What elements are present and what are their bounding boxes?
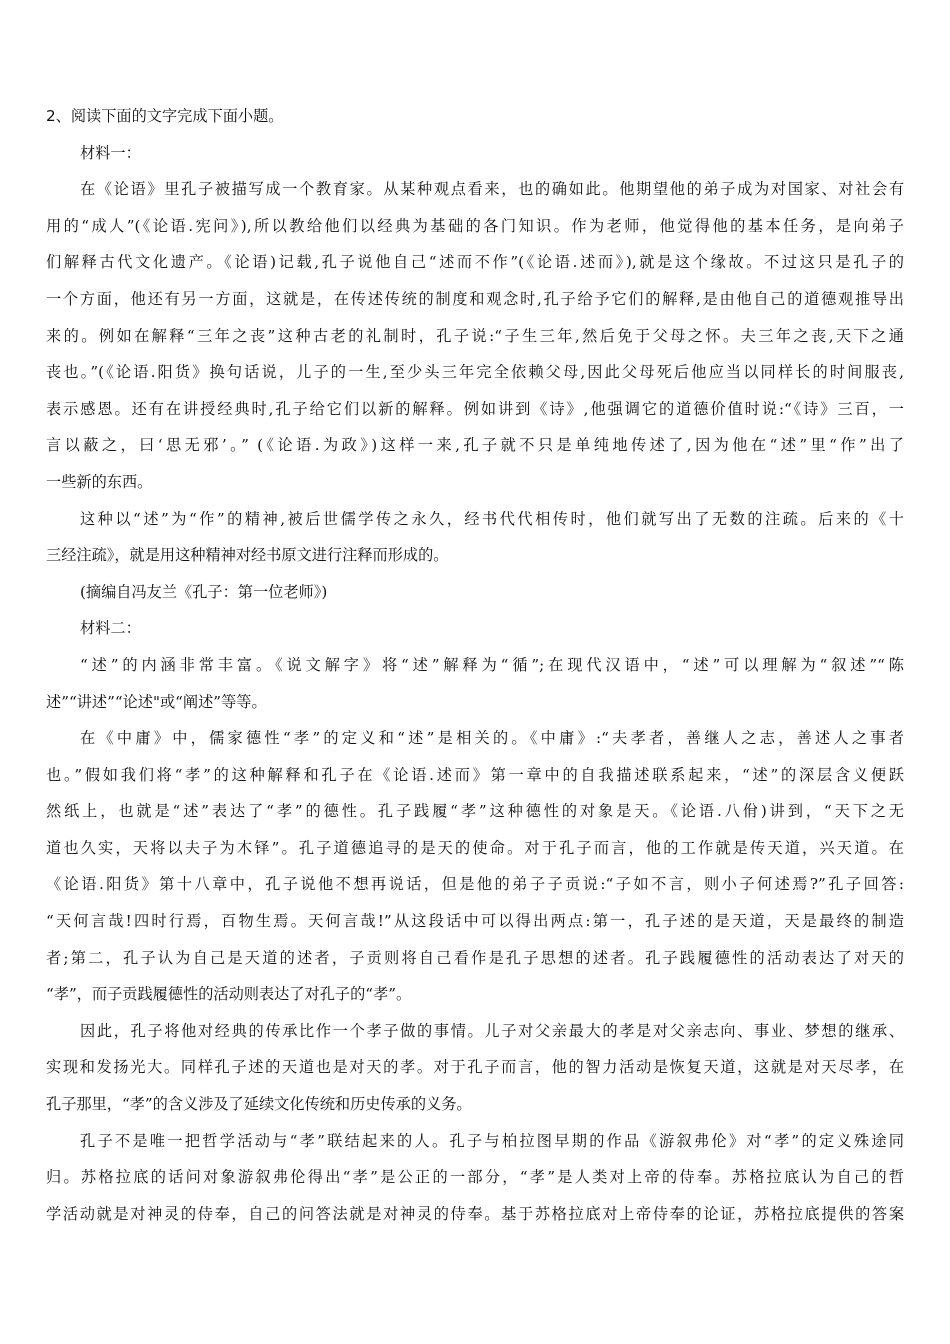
text-line: 来的。例如在解释“三年之丧”这种古老的礼制时，孔子说:“子生三年,然后免于父母之怀。夫三年之丧,天下之通 xyxy=(46,326,904,345)
material2-paragraph-3 xyxy=(46,1013,904,1123)
material2-paragraph-2 xyxy=(46,720,904,1013)
text-line: 然纸上，也就是“述”表达了“孝”的德性。孔子践履“孝”这种德性的对象是天。《论语.八佾)讲到，“天下之无 xyxy=(46,802,904,821)
material1-paragraph-1 xyxy=(46,171,904,500)
text-line: “述”的内涵非常丰富。《说文解字》将“述”解释为“循”;在现代汉语中，“述”可以理解为“叙述”“陈 xyxy=(80,655,904,674)
text-line: 们解释古代文化遗产。《论语)记载,孔子说他自己“述而不作”(《论语.述而》),就是这个缘故。不过这只是孔子的 xyxy=(46,253,904,272)
text-line: 在《论语》里孔子被描写成一个教育家。从某种观点看来，也的确如此。他期望他的弟子成为对国家、对社会有 xyxy=(80,180,904,199)
material2-paragraph-1 xyxy=(46,647,904,720)
text-line: 孔子那里，“孝”的含义涉及了延续文化传统和历史传承的义务。 xyxy=(46,1095,472,1114)
material2-paragraph-4 xyxy=(46,1123,904,1233)
text-line: 学活动就是对神灵的侍奉，自己的问答法就是对神灵的侍奉。基于苏格拉底对上帝侍奉的论证，苏格拉底提供的答案 xyxy=(46,1204,904,1223)
question-title: 2、阅读下面的文字完成下面小题。 xyxy=(46,107,284,125)
document-page xyxy=(46,98,904,1232)
text-line: 一个方面，他还有另一方面，这就是，在传述传统的制度和观念时,孔子给予它们的解释,是由他自己的道德观推导出 xyxy=(46,289,904,308)
text-line: 这种以“述”为“作”的精神,被后世儒学传之永久，经书代代相传时，他们就写出了无数的注疏。后来的《十 xyxy=(80,509,904,528)
text-line: 言以蔽之，曰‘思无邪’。” (《论语.为政》)这样一来,孔子就不只是单纯地传述了,因为他在“述”里“作”出了 xyxy=(46,436,904,455)
text-line: 孔子不是唯一把哲学活动与“孝”联结起来的人。孔子与柏拉图早期的作品《游叙弗伦》对“孝”的定义殊途同 xyxy=(80,1131,904,1150)
text-line: 者;第二，孔子认为自己是天道的述者，子贡则将自己看作是孔子思想的述者。孔子践履德性的活动表达了对天的 xyxy=(46,948,904,967)
material2-label: 材料二： xyxy=(80,619,141,638)
text-line: 述”“讲述”“论述"或“阐述”等等。 xyxy=(46,692,267,711)
text-line: 道也久实，天将以夫子为木铎”。孔子道德追寻的是天的使命。对于孔子而言，他的工作就是传天道，兴天道。在 xyxy=(46,838,904,857)
text-line: 三经注疏》，就是用这种精神对经书原文进行注释而形成的。 xyxy=(46,546,449,565)
material1-label: 材料一： xyxy=(80,143,141,162)
text-line: 《论语.阳货》第十八章中，孔子说他不想再说话，但是他的弟子子贡说:“子如不言，则小子何述焉?”孔子回答: xyxy=(46,875,904,894)
text-line: “天何言哉!四时行焉，百物生焉。天何言哉!”从这段话中可以得出两点:第一，孔子述的是天道，天是最终的制造 xyxy=(46,912,904,931)
text-line: 在《中庸》中，儒家德性“孝”的定义和“述”是相关的。《中庸》:“夫孝者，善继人之志，善述人之事者 xyxy=(80,729,904,748)
text-line: 归。苏格拉底的话问对象游叙弗伦得出“孝”是公正的一部分，“孝”是人类对上帝的侍奉。苏格拉底认为自己的哲 xyxy=(46,1168,904,1187)
text-line: 一些新的东西。 xyxy=(46,472,153,491)
material1-source: (摘编自冯友兰《孔子：第一位老师》) xyxy=(80,582,328,601)
text-line: 因此，孔子将他对经典的传承比作一个孝子做的事情。儿子对父亲最大的孝是对父亲志向、事业、梦想的继承、 xyxy=(80,1021,904,1040)
text-line: 也。”假如我们将“孝”的这种解释和孔子在《论语.述而》第一章中的自我描述联系起来，“述”的深层含义便跃 xyxy=(46,765,904,784)
text-line: 用的“成人”(《论语.宪问》),所以教给他们以经典为基础的各门知识。作为老师，他觉得他的基本任务，是向弟子 xyxy=(46,216,904,235)
text-line: 丧也。”(《论语.阳货》换句话说，儿子的一生,至少头三年完全依赖父母,因此父母死后他应当以同样长的时间服丧, xyxy=(46,363,904,382)
material1-paragraph-2 xyxy=(46,501,904,574)
text-line: “孝”，而子贡践履德性的活动则表达了对孔子的“孝”。 xyxy=(46,985,412,1004)
text-line: 表示感恩。还有在讲授经典时,孔子给它们以新的解释。例如讲到《诗》,他强调它的道德价值时说:“《诗》三百，一 xyxy=(46,399,904,418)
text-line: 实现和发扬光大。同样孔子述的天道也是对天的孝。对于孔子而言，他的智力活动是恢复天道，这就是对天尽孝，在 xyxy=(46,1058,904,1077)
